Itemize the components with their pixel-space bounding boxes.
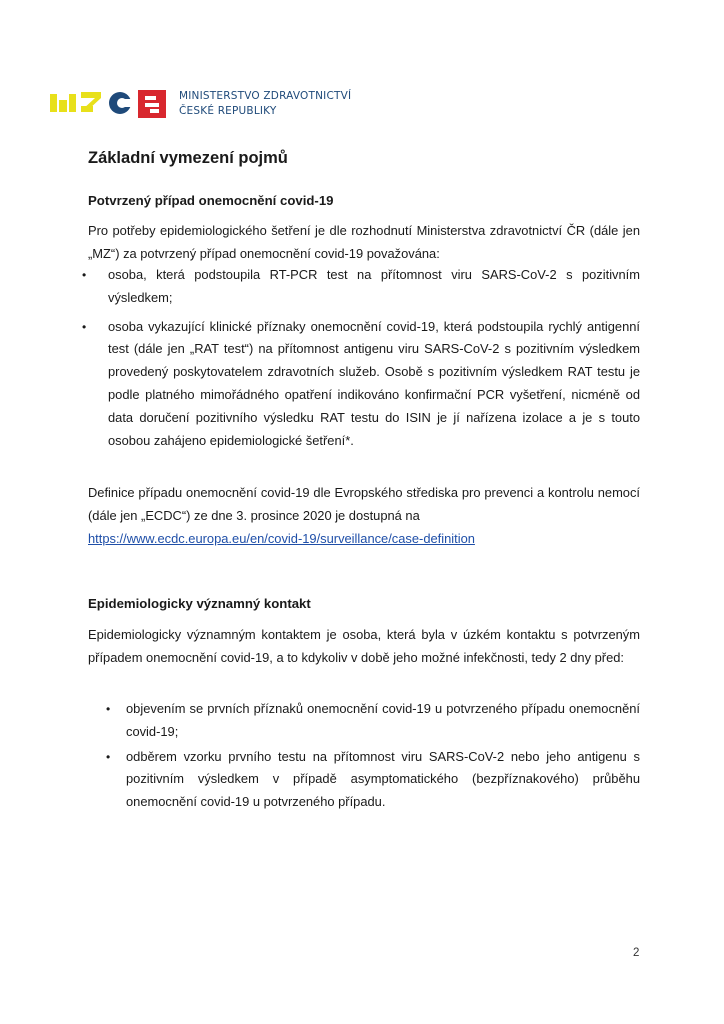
bullet-text: odběrem vzorku prvního testu na přítomnost viru SARS-CoV-2 nebo jeho antigenu s pozitivním výsledkem v případě asymptomatického (bezpříznakového) průběhu onemocnění covid-19 u potvrzeného případu.: [126, 748, 640, 810]
bullet-icon: •: [82, 268, 87, 282]
mzcr-logo-icon: [50, 86, 168, 122]
list-item: [82, 264, 640, 310]
list-item: [82, 316, 640, 453]
bullet-text: osoba vykazující klinické příznaky onemocnění covid-19, která podstoupila rychlý antigenní test (dále jen „RAT test“) na přítomnost antigenu viru SARS-CoV-2 s pozitivním výsledkem provedený poskytovatelem zdravotních služeb. Osobě s pozitivním výsledkem RAT testu je podle platného mimořádného opatření indikováno konfirmační PCR vyšetření, nicméně od data doručení pozitivního výsledku RAT testu do ISIN je jí nařízena izolace a je s touto osobou zahájeno epidemiologické šetření*.: [108, 318, 640, 448]
logo-line-1: MINISTERSTVO ZDRAVOTNICTVÍ: [179, 90, 352, 102]
list-item: [106, 746, 640, 814]
confirmed-case-intro: Pro potřeby epidemiologického šetření je dle rozhodnutí Ministerstva zdravotnictví ČR (dále jen „MZ“) za potvrzený případ onemocnění covid-19 považována:: [88, 223, 640, 261]
ecdc-definition-text: Definice případu onemocnění covid-19 dle Evropského střediska pro prevenci a kontrolu nemocí (dále jen „ECDC“) ze dne 3. prosince 2020 je dostupná na: [88, 485, 640, 523]
page-title: Základní vymezení pojmů: [88, 149, 288, 167]
list-item: [106, 698, 640, 744]
section-heading-confirmed-case: Potvrzený případ onemocnění covid-19: [88, 193, 334, 208]
logo-line-2: ČESKÉ REPUBLIKY: [179, 105, 277, 117]
logo-text: [179, 89, 351, 119]
bullet-icon: •: [106, 749, 111, 764]
confirmed-case-bullets: [82, 264, 640, 452]
significant-contact-intro: Epidemiologicky významným kontaktem je osoba, která byla v úzkém kontaktu s potvrzeným případem onemocnění covid-19, a to kdykoliv v době jeho možné infekčnosti, tedy 2 dny před:: [88, 627, 640, 665]
bullet-icon: •: [106, 702, 111, 716]
section-heading-significant-contact: Epidemiologicky významný kontakt: [88, 596, 311, 611]
page-number: 2: [633, 947, 640, 959]
significant-contact-bullets: [106, 698, 640, 814]
bullet-text: osoba, která podstoupila RT-PCR test na přítomnost viru SARS-CoV-2 s pozitivním výsledkem;: [108, 267, 640, 305]
bullet-text: objevením se prvních příznaků onemocnění covid-19 u potvrzeného případu onemocnění covid-19;: [126, 701, 640, 739]
ecdc-definition-paragraph: [88, 482, 640, 550]
ecdc-definition-link[interactable]: https://www.ecdc.europa.eu/en/covid-19/surveillance/case-definition: [88, 530, 475, 546]
ministry-logo: [50, 86, 351, 122]
bullet-icon: •: [82, 319, 87, 334]
